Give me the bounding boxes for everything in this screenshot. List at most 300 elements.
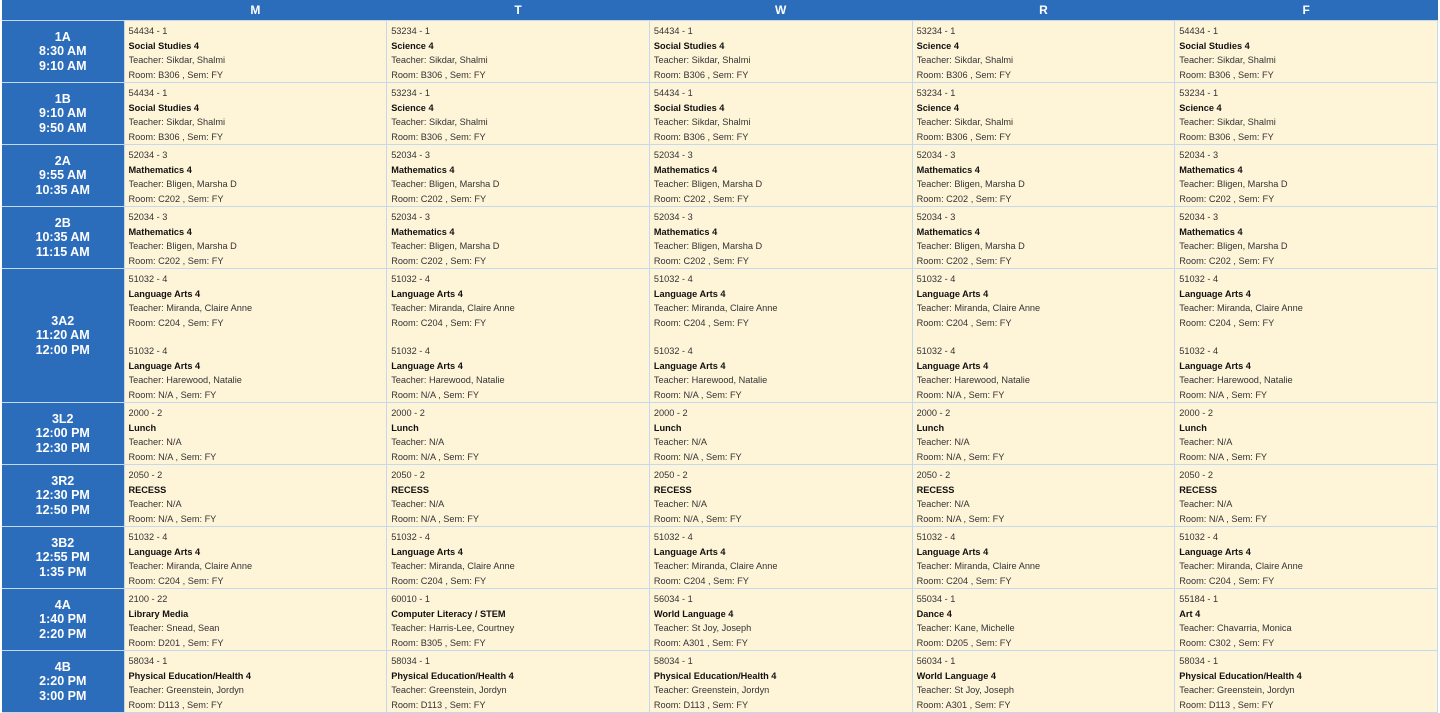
teacher-name: Teacher: Miranda, Claire Anne xyxy=(916,561,1041,571)
room-semester: Room: N/A , Sem: FY xyxy=(916,389,1005,400)
period-start: 12:30 PM xyxy=(35,488,90,503)
course-name: Physical Education/Health 4 xyxy=(391,670,514,681)
class-entry xyxy=(1179,654,1437,712)
room-semester: Room: C202 , Sem: FY xyxy=(1179,255,1275,266)
class-entry xyxy=(917,344,1175,402)
period-start: 2:20 PM xyxy=(39,674,87,689)
schedule-cell-m xyxy=(124,207,387,269)
room-semester: Room: C204 , Sem: FY xyxy=(916,317,1012,328)
teacher-name: Teacher: N/A xyxy=(391,437,445,447)
period-code: 2A xyxy=(54,153,71,168)
room-semester: Room: D205 , Sem: FY xyxy=(916,637,1012,648)
section-id: 51032 - 4 xyxy=(916,274,956,284)
room-semester: Room: C204 , Sem: FY xyxy=(128,575,224,586)
course-name: Language Arts 4 xyxy=(128,546,201,557)
section-id: 54434 - 1 xyxy=(1179,26,1219,36)
class-entry xyxy=(654,210,912,268)
schedule-cell-w xyxy=(649,21,912,83)
section-id: 2000 - 2 xyxy=(653,408,688,418)
schedule-cell-m xyxy=(124,589,387,651)
period-label xyxy=(2,207,124,269)
class-entry xyxy=(129,148,387,206)
room-semester: Room: A301 , Sem: FY xyxy=(916,699,1011,710)
class-entry xyxy=(391,272,649,330)
schedule-cell-f xyxy=(1175,589,1438,651)
period-start: 9:10 AM xyxy=(39,106,87,121)
class-entry xyxy=(917,210,1175,268)
period-code: 4B xyxy=(54,659,71,674)
period-start: 10:35 AM xyxy=(35,230,90,245)
section-id: 58034 - 1 xyxy=(653,656,693,666)
course-name: Language Arts 4 xyxy=(391,546,463,557)
section-id: 54434 - 1 xyxy=(128,88,168,98)
schedule-cell-r xyxy=(912,403,1175,465)
room-semester: Room: N/A , Sem: FY xyxy=(1179,513,1268,524)
section-id: 2100 - 22 xyxy=(128,594,168,604)
class-entry xyxy=(654,148,912,206)
section-id: 2000 - 2 xyxy=(128,408,163,418)
section-id: 53234 - 1 xyxy=(391,26,431,36)
room-semester: Room: C204 , Sem: FY xyxy=(653,575,749,586)
course-name: Social Studies 4 xyxy=(653,102,725,113)
class-entry xyxy=(391,406,649,464)
course-name: Lunch xyxy=(653,422,682,433)
schedule-cell-w xyxy=(649,651,912,713)
room-semester: Room: C202 , Sem: FY xyxy=(128,193,224,204)
period-code: 2B xyxy=(54,215,71,230)
room-semester: Room: D113 , Sem: FY xyxy=(391,699,486,710)
day-header-r: R xyxy=(912,0,1175,21)
room-semester: Room: D113 , Sem: FY xyxy=(128,699,223,710)
section-id: 56034 - 1 xyxy=(916,656,956,666)
teacher-name: Teacher: Sikdar, Shalmi xyxy=(916,55,1014,65)
course-name: Mathematics 4 xyxy=(391,164,455,175)
course-name: Lunch xyxy=(1179,422,1207,433)
section-id: 53234 - 1 xyxy=(916,88,956,98)
schedule-cell-r xyxy=(912,589,1175,651)
period-end: 12:50 PM xyxy=(35,502,90,517)
course-name: Social Studies 4 xyxy=(128,102,199,113)
teacher-name: Teacher: Kane, Michelle xyxy=(916,623,1015,633)
room-semester: Room: C302 , Sem: FY xyxy=(1179,637,1275,648)
course-name: Lunch xyxy=(128,422,157,433)
teacher-name: Teacher: Bligen, Marsha D xyxy=(128,179,237,189)
class-entry xyxy=(391,654,649,712)
section-id: 52034 - 3 xyxy=(391,150,431,160)
room-semester: Room: B306 , Sem: FY xyxy=(916,131,1012,142)
teacher-name: Teacher: Greenstein, Jordyn xyxy=(653,685,770,695)
class-entry xyxy=(391,592,649,650)
room-semester: Room: N/A , Sem: FY xyxy=(391,513,480,524)
teacher-name: Teacher: N/A xyxy=(1179,437,1233,447)
schedule-cell-f xyxy=(1175,21,1438,83)
schedule-cell-t xyxy=(387,403,650,465)
class-entry xyxy=(129,468,387,526)
teacher-name: Teacher: Chavarria, Monica xyxy=(1179,623,1292,633)
period-start: 1:40 PM xyxy=(39,612,87,627)
teacher-name: Teacher: Harris-Lee, Courtney xyxy=(391,623,515,633)
course-name: Library Media xyxy=(128,608,189,619)
room-semester: Room: C202 , Sem: FY xyxy=(653,255,749,266)
schedule-cell-m xyxy=(124,269,387,403)
teacher-name: Teacher: Miranda, Claire Anne xyxy=(128,561,253,571)
class-entry xyxy=(1179,592,1437,650)
teacher-name: Teacher: N/A xyxy=(916,499,970,509)
course-name: Physical Education/Health 4 xyxy=(1179,670,1302,681)
schedule-cell-t xyxy=(387,145,650,207)
course-name: Language Arts 4 xyxy=(128,360,201,371)
course-name: Mathematics 4 xyxy=(653,226,718,237)
teacher-name: Teacher: Greenstein, Jordyn xyxy=(391,685,507,695)
class-entry xyxy=(917,148,1175,206)
course-name: Mathematics 4 xyxy=(391,226,455,237)
class-entry xyxy=(1179,210,1437,268)
course-name: Social Studies 4 xyxy=(653,40,725,51)
section-id: 55184 - 1 xyxy=(1179,594,1219,604)
period-code: 4A xyxy=(54,597,71,612)
class-entry xyxy=(917,592,1175,650)
course-name: Social Studies 4 xyxy=(128,40,199,51)
teacher-name: Teacher: Harewood, Natalie xyxy=(916,375,1030,385)
class-entry xyxy=(1179,86,1437,144)
class-entry xyxy=(129,272,387,330)
class-entry xyxy=(917,86,1175,144)
period-code: 3L2 xyxy=(51,411,74,426)
section-id: 51032 - 4 xyxy=(916,346,956,356)
schedule-body xyxy=(2,21,1438,713)
room-semester: Room: B306 , Sem: FY xyxy=(128,131,223,142)
room-semester: Room: N/A , Sem: FY xyxy=(128,389,217,400)
section-id: 56034 - 1 xyxy=(653,594,693,604)
section-id: 52034 - 3 xyxy=(916,150,956,160)
course-name: Language Arts 4 xyxy=(653,546,726,557)
room-semester: Room: N/A , Sem: FY xyxy=(128,451,217,462)
section-id: 58034 - 1 xyxy=(128,656,168,666)
day-header-f: F xyxy=(1175,0,1438,21)
schedule-cell-f xyxy=(1175,403,1438,465)
class-entry xyxy=(1179,406,1437,464)
teacher-name: Teacher: N/A xyxy=(391,499,445,509)
class-entry xyxy=(129,406,387,464)
class-entry xyxy=(391,148,649,206)
schedule-cell-t xyxy=(387,651,650,713)
day-header-t: T xyxy=(387,0,650,21)
day-header-m: M xyxy=(124,0,387,21)
period-label xyxy=(2,21,124,83)
room-semester: Room: B306 , Sem: FY xyxy=(653,69,749,80)
period-code: 3R2 xyxy=(51,473,75,488)
period-row xyxy=(2,651,1438,713)
room-semester: Room: N/A , Sem: FY xyxy=(916,451,1005,462)
section-id: 2050 - 2 xyxy=(653,470,688,480)
class-entry xyxy=(129,654,387,712)
period-end: 9:50 AM xyxy=(39,120,87,135)
course-name: Dance 4 xyxy=(916,608,952,619)
section-id: 51032 - 4 xyxy=(1179,532,1219,542)
schedule-cell-w xyxy=(649,527,912,589)
room-semester: Room: N/A , Sem: FY xyxy=(916,513,1005,524)
teacher-name: Teacher: Bligen, Marsha D xyxy=(391,241,500,251)
section-id: 51032 - 4 xyxy=(1179,346,1219,356)
class-entry xyxy=(1179,24,1437,82)
course-name: Language Arts 4 xyxy=(1179,546,1251,557)
teacher-name: Teacher: Miranda, Claire Anne xyxy=(1179,561,1303,571)
class-entry xyxy=(391,344,649,402)
teacher-name: Teacher: Sikdar, Shalmi xyxy=(128,117,226,127)
period-row xyxy=(2,207,1438,269)
section-id: 2050 - 2 xyxy=(391,470,425,480)
teacher-name: Teacher: N/A xyxy=(653,437,707,447)
teacher-name: Teacher: Sikdar, Shalmi xyxy=(391,55,488,65)
schedule-cell-r xyxy=(912,21,1175,83)
room-semester: Room: C204 , Sem: FY xyxy=(1179,575,1275,586)
period-row xyxy=(2,269,1438,403)
section-id: 53234 - 1 xyxy=(916,26,956,36)
section-id: 2000 - 2 xyxy=(1179,408,1213,418)
teacher-name: Teacher: Miranda, Claire Anne xyxy=(1179,303,1303,313)
course-name: Science 4 xyxy=(391,102,434,113)
period-row xyxy=(2,465,1438,527)
teacher-name: Teacher: Bligen, Marsha D xyxy=(653,179,763,189)
class-entry xyxy=(1179,468,1437,526)
course-name: Language Arts 4 xyxy=(653,288,726,299)
schedule-cell-t xyxy=(387,83,650,145)
section-id: 58034 - 1 xyxy=(1179,656,1219,666)
section-id: 52034 - 3 xyxy=(653,150,693,160)
course-name: Social Studies 4 xyxy=(1179,40,1250,51)
course-name: Language Arts 4 xyxy=(1179,360,1251,371)
section-id: 58034 - 1 xyxy=(391,656,431,666)
class-entry xyxy=(129,530,387,588)
course-name: Language Arts 4 xyxy=(391,360,463,371)
room-semester: Room: C204 , Sem: FY xyxy=(653,317,749,328)
schedule-cell-m xyxy=(124,651,387,713)
schedule-cell-m xyxy=(124,83,387,145)
teacher-name: Teacher: Greenstein, Jordyn xyxy=(1179,685,1295,695)
room-semester: Room: C204 , Sem: FY xyxy=(1179,317,1275,328)
schedule-cell-t xyxy=(387,269,650,403)
section-id: 54434 - 1 xyxy=(653,26,693,36)
room-semester: Room: D113 , Sem: FY xyxy=(653,699,749,710)
course-name: RECESS xyxy=(916,484,955,495)
section-id: 52034 - 3 xyxy=(916,212,956,222)
class-entry xyxy=(129,592,387,650)
room-semester: Room: N/A , Sem: FY xyxy=(128,513,217,524)
schedule-cell-r xyxy=(912,527,1175,589)
class-entry xyxy=(391,468,649,526)
schedule-cell-t xyxy=(387,465,650,527)
room-semester: Room: B305 , Sem: FY xyxy=(391,637,486,648)
class-entry xyxy=(917,468,1175,526)
period-code: 3B2 xyxy=(51,535,75,550)
schedule-cell-m xyxy=(124,465,387,527)
room-semester: Room: C202 , Sem: FY xyxy=(916,255,1012,266)
teacher-name: Teacher: Bligen, Marsha D xyxy=(916,179,1025,189)
class-entry xyxy=(654,344,912,402)
class-entry xyxy=(391,86,649,144)
section-id: 51032 - 4 xyxy=(128,346,168,356)
class-entry xyxy=(654,468,912,526)
class-entry xyxy=(654,592,912,650)
section-id: 55034 - 1 xyxy=(916,594,956,604)
teacher-name: Teacher: St Joy, Joseph xyxy=(916,685,1014,695)
room-semester: Room: B306 , Sem: FY xyxy=(391,131,486,142)
class-entry xyxy=(917,406,1175,464)
period-end: 11:15 AM xyxy=(35,244,90,259)
room-semester: Room: C202 , Sem: FY xyxy=(653,193,749,204)
course-name: Physical Education/Health 4 xyxy=(653,670,777,681)
room-semester: Room: D113 , Sem: FY xyxy=(1179,699,1274,710)
schedule-cell-w xyxy=(649,269,912,403)
room-semester: Room: B306 , Sem: FY xyxy=(653,131,749,142)
room-semester: Room: C204 , Sem: FY xyxy=(128,317,224,328)
period-code: 3A2 xyxy=(51,313,75,328)
course-name: Computer Literacy / STEM xyxy=(391,608,506,619)
schedule-cell-f xyxy=(1175,145,1438,207)
section-id: 54434 - 1 xyxy=(653,88,693,98)
class-entry xyxy=(654,530,912,588)
schedule-cell-f xyxy=(1175,83,1438,145)
room-semester: Room: C204 , Sem: FY xyxy=(916,575,1012,586)
schedule-cell-m xyxy=(124,145,387,207)
teacher-name: Teacher: Miranda, Claire Anne xyxy=(391,561,515,571)
schedule-cell-t xyxy=(387,21,650,83)
period-end: 3:00 PM xyxy=(39,688,87,703)
course-name: Language Arts 4 xyxy=(916,288,989,299)
room-semester: Room: C202 , Sem: FY xyxy=(391,255,487,266)
teacher-name: Teacher: Miranda, Claire Anne xyxy=(653,303,778,313)
course-name: Mathematics 4 xyxy=(128,226,192,237)
period-label xyxy=(2,465,124,527)
period-start: 8:30 AM xyxy=(39,44,87,59)
course-name: Language Arts 4 xyxy=(391,288,463,299)
schedule-cell-w xyxy=(649,465,912,527)
section-id: 51032 - 4 xyxy=(391,346,431,356)
room-semester: Room: N/A , Sem: FY xyxy=(391,389,480,400)
course-name: Physical Education/Health 4 xyxy=(128,670,252,681)
room-semester: Room: C202 , Sem: FY xyxy=(916,193,1012,204)
period-end: 12:00 PM xyxy=(35,342,90,357)
course-name: Lunch xyxy=(391,422,419,433)
section-id: 51032 - 4 xyxy=(916,532,956,542)
teacher-name: Teacher: Sikdar, Shalmi xyxy=(391,117,488,127)
schedule-cell-t xyxy=(387,589,650,651)
schedule-grid xyxy=(2,0,1438,713)
section-id: 52034 - 3 xyxy=(1179,150,1219,160)
course-name: Art 4 xyxy=(1179,608,1201,619)
class-entry xyxy=(654,86,912,144)
schedule-cell-w xyxy=(649,145,912,207)
day-header-row xyxy=(2,0,1438,21)
course-name: Science 4 xyxy=(916,102,959,113)
period-label xyxy=(2,589,124,651)
section-id: 2000 - 2 xyxy=(916,408,951,418)
section-id: 51032 - 4 xyxy=(391,532,431,542)
schedule-cell-m xyxy=(124,403,387,465)
period-label xyxy=(2,527,124,589)
schedule-cell-r xyxy=(912,207,1175,269)
class-entry xyxy=(654,24,912,82)
room-semester: Room: N/A , Sem: FY xyxy=(653,451,742,462)
teacher-name: Teacher: Sikdar, Shalmi xyxy=(128,55,226,65)
section-id: 51032 - 4 xyxy=(128,274,168,284)
section-id: 51032 - 4 xyxy=(128,532,168,542)
period-end: 2:20 PM xyxy=(39,626,87,641)
room-semester: Room: C204 , Sem: FY xyxy=(391,575,487,586)
course-name: Lunch xyxy=(916,422,945,433)
class-entry xyxy=(917,654,1175,712)
period-start: 9:55 AM xyxy=(39,168,87,183)
teacher-name: Teacher: St Joy, Joseph xyxy=(653,623,752,633)
schedule-cell-r xyxy=(912,651,1175,713)
section-id: 2050 - 2 xyxy=(916,470,951,480)
section-id: 2050 - 2 xyxy=(128,470,163,480)
course-name: Mathematics 4 xyxy=(916,164,980,175)
teacher-name: Teacher: Harewood, Natalie xyxy=(653,375,768,385)
class-entry xyxy=(654,406,912,464)
schedule-cell-r xyxy=(912,269,1175,403)
teacher-name: Teacher: Bligen, Marsha D xyxy=(391,179,500,189)
teacher-name: Teacher: Bligen, Marsha D xyxy=(128,241,237,251)
section-id: 51032 - 4 xyxy=(1179,274,1219,284)
schedule-cell-r xyxy=(912,83,1175,145)
class-entry xyxy=(391,24,649,82)
period-row xyxy=(2,83,1438,145)
course-name: RECESS xyxy=(1179,484,1218,495)
section-id: 51032 - 4 xyxy=(391,274,431,284)
class-entry xyxy=(917,530,1175,588)
section-id: 52034 - 3 xyxy=(128,150,168,160)
period-end: 9:10 AM xyxy=(39,58,87,73)
teacher-name: Teacher: Miranda, Claire Anne xyxy=(391,303,515,313)
class-entry xyxy=(129,86,387,144)
class-entry xyxy=(654,654,912,712)
schedule-cell-f xyxy=(1175,465,1438,527)
period-label xyxy=(2,269,124,403)
room-semester: Room: N/A , Sem: FY xyxy=(1179,451,1268,462)
room-semester: Room: B306 , Sem: FY xyxy=(1179,69,1274,80)
teacher-name: Teacher: Bligen, Marsha D xyxy=(1179,179,1288,189)
course-name: Language Arts 4 xyxy=(1179,288,1251,299)
section-id: 53234 - 1 xyxy=(1179,88,1219,98)
course-name: World Language 4 xyxy=(653,608,734,619)
schedule-cell-t xyxy=(387,527,650,589)
teacher-name: Teacher: Miranda, Claire Anne xyxy=(916,303,1041,313)
room-semester: Room: B306 , Sem: FY xyxy=(916,69,1012,80)
teacher-name: Teacher: Harewood, Natalie xyxy=(1179,375,1293,385)
course-name: Language Arts 4 xyxy=(128,288,201,299)
course-name: Mathematics 4 xyxy=(128,164,192,175)
day-header-w: W xyxy=(649,0,912,21)
period-label xyxy=(2,403,124,465)
period-row xyxy=(2,589,1438,651)
section-id: 51032 - 4 xyxy=(653,532,693,542)
class-entry xyxy=(1179,148,1437,206)
teacher-name: Teacher: Greenstein, Jordyn xyxy=(128,685,244,695)
schedule-cell-m xyxy=(124,21,387,83)
room-semester: Room: C202 , Sem: FY xyxy=(128,255,224,266)
class-entry xyxy=(129,344,387,402)
period-end: 12:30 PM xyxy=(35,440,90,455)
section-id: 51032 - 4 xyxy=(653,274,693,284)
teacher-name: Teacher: Bligen, Marsha D xyxy=(916,241,1025,251)
schedule-cell-w xyxy=(649,207,912,269)
section-id: 60010 - 1 xyxy=(391,594,431,604)
teacher-name: Teacher: Bligen, Marsha D xyxy=(653,241,763,251)
course-name: RECESS xyxy=(391,484,429,495)
schedule-cell-w xyxy=(649,589,912,651)
section-id: 51032 - 4 xyxy=(653,346,693,356)
